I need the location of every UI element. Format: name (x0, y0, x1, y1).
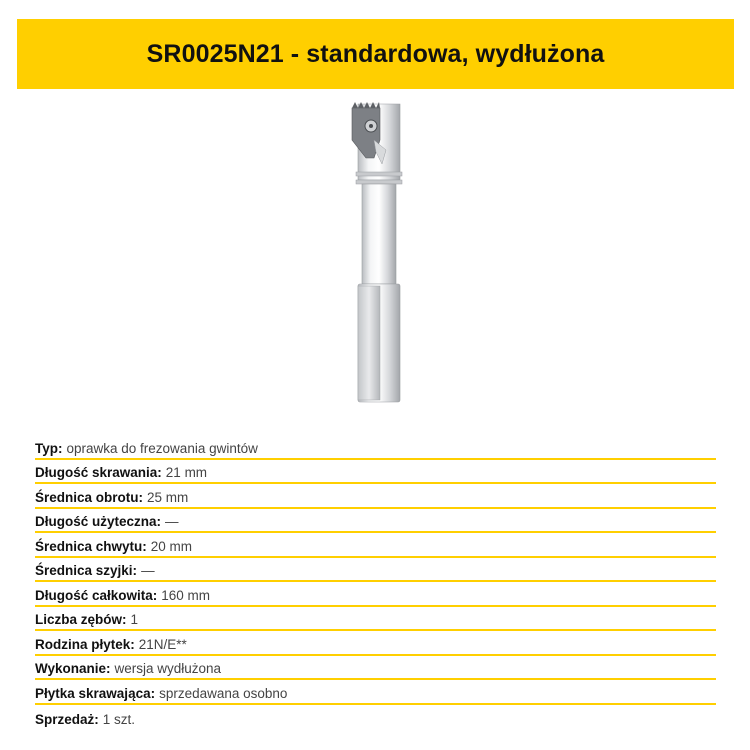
spec-list (35, 435, 716, 729)
spec-row-insert-family (35, 631, 716, 656)
spec-label: Długość całkowita: (35, 587, 158, 603)
spec-value: 1 szt. (102, 712, 136, 727)
spec-row-version (35, 656, 716, 681)
tool-holder-image (330, 100, 420, 406)
spec-label: Średnica chwytu: (35, 538, 147, 554)
spec-label: Płytka skrawająca: (35, 685, 156, 701)
spec-row-teeth-count (35, 607, 716, 632)
title-banner (17, 19, 734, 89)
spec-row-rotation-diameter (35, 484, 716, 509)
page-title: SR0025N21 - standardowa, wydłużona (146, 39, 605, 68)
spec-row-neck-diameter (35, 558, 716, 583)
spec-value: 1 (130, 612, 139, 627)
spec-row-cutting-insert (35, 680, 716, 705)
spec-label: Średnica obrotu: (35, 489, 144, 505)
spec-label: Długość skrawania: (35, 465, 162, 480)
spec-label: Liczba zębów: (35, 612, 127, 627)
spec-value: 20 mm (150, 538, 193, 554)
spec-value: 21N/E** (138, 636, 187, 652)
spec-value: oprawka do frezowania gwintów (66, 440, 258, 456)
spec-value: — (165, 514, 179, 529)
spec-value: 160 mm (161, 587, 211, 603)
spec-row-cutting-length (35, 460, 716, 485)
spec-label: Wykonanie: (35, 661, 111, 676)
spec-label: Rodzina płytek: (35, 636, 135, 652)
spec-row-type (35, 435, 716, 460)
spec-label: Typ: (35, 440, 63, 456)
spec-label: Średnica szyjki: (35, 563, 138, 578)
spec-row-sale (35, 705, 716, 730)
spec-row-total-length (35, 582, 716, 607)
spec-value: wersja wydłużona (114, 661, 222, 676)
spec-label: Długość użyteczna: (35, 514, 162, 529)
spec-value: — (141, 563, 155, 578)
spec-value: sprzedawana osobno (159, 685, 288, 701)
spec-value: 25 mm (147, 489, 189, 505)
spec-label: Sprzedaż: (35, 712, 99, 727)
spec-row-usable-length (35, 509, 716, 534)
spec-row-shank-diameter (35, 533, 716, 558)
spec-value: 21 mm (165, 465, 208, 480)
